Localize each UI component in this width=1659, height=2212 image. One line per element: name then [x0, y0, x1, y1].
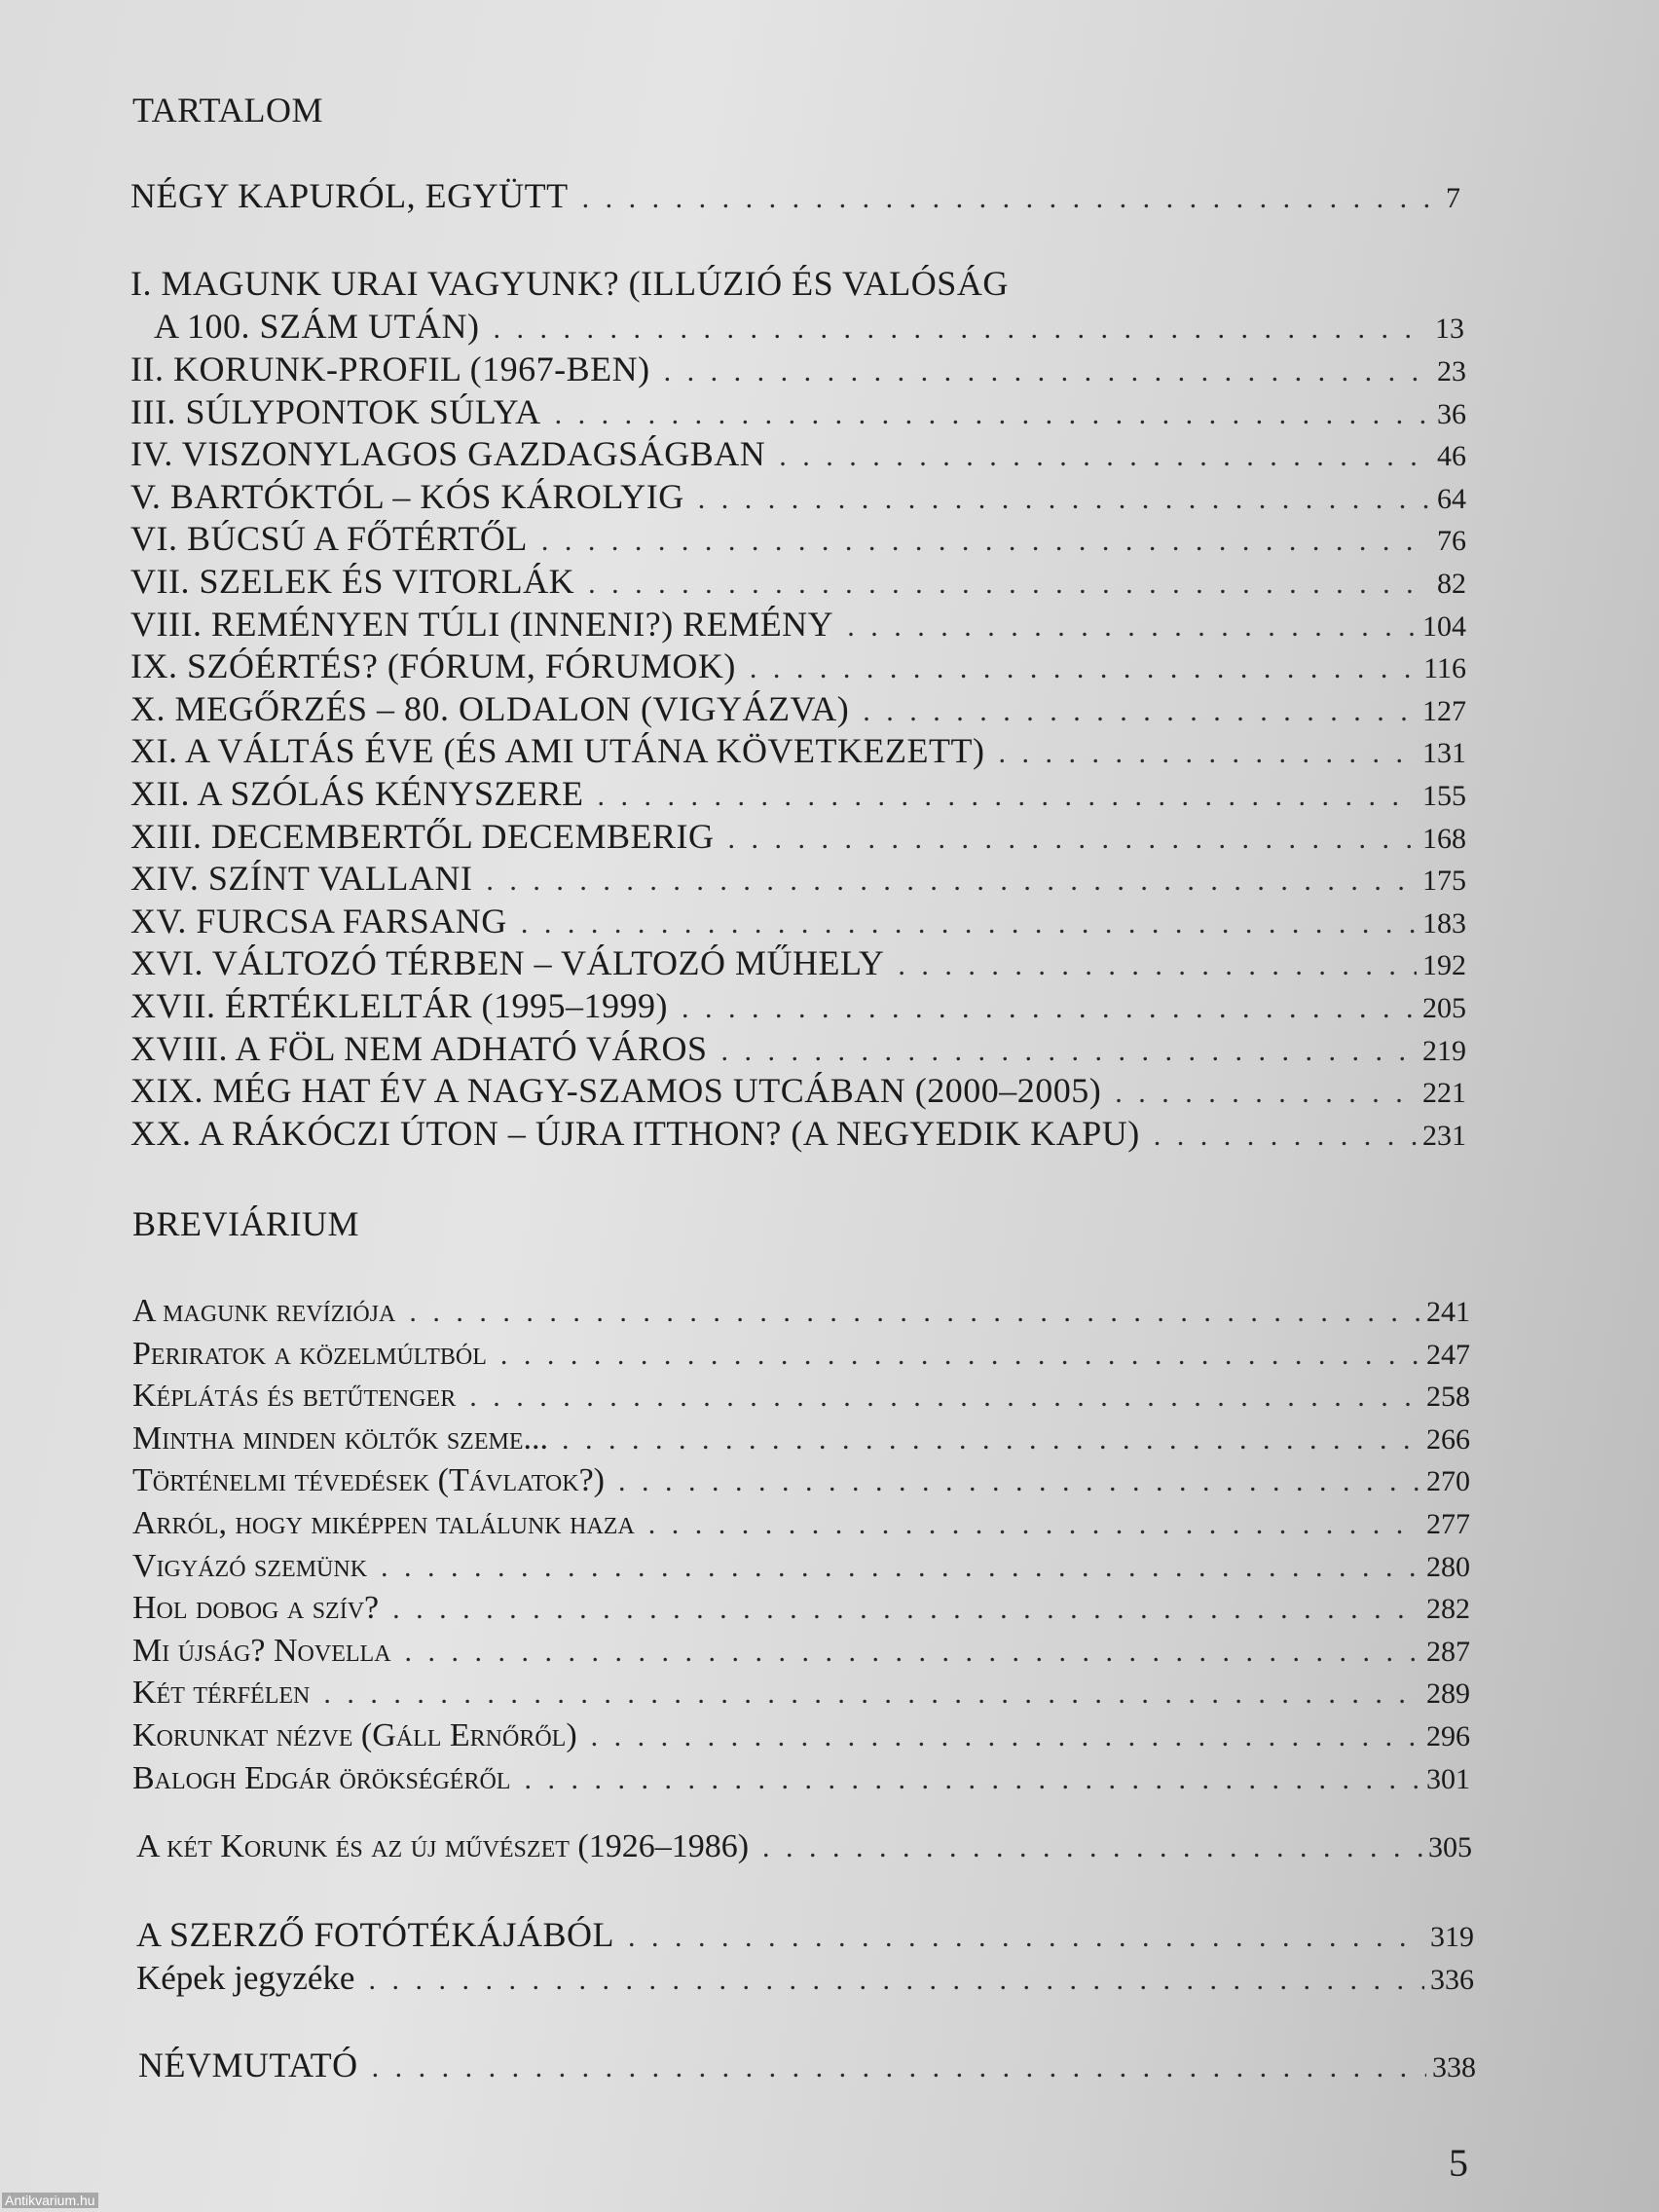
toc-entry-breviarium: [132, 1633, 1470, 1670]
entry-title: Történelmi tévedések (Távlatok?): [132, 1462, 606, 1498]
entry-page: 168: [1422, 823, 1466, 855]
entry-title: XI. A VÁLTÁS ÉVE (ÉS AMI UTÁNA KÖVETKEZETT): [130, 731, 985, 770]
page-number: 5: [1449, 2141, 1468, 2185]
entry-page: 131: [1422, 737, 1466, 769]
leader-dots: [863, 695, 1417, 728]
toc-entry-chapter: [154, 306, 1464, 347]
leader-dots: [368, 1964, 1424, 1997]
entry-title: Képek jegyzéke: [136, 1959, 355, 1997]
entry-page: 277: [1426, 1508, 1470, 1540]
toc-entry-breviarium: [132, 1336, 1470, 1373]
leader-dots: [562, 1423, 1420, 1456]
leader-dots: [555, 398, 1431, 431]
toc-entry-chapter: [130, 433, 1466, 474]
leader-dots: [582, 182, 1440, 215]
entry-page: 127: [1422, 695, 1466, 727]
entry-page: 280: [1426, 1551, 1470, 1583]
entry-page: 296: [1426, 1720, 1470, 1752]
entry-title: IV. VISZONYLAGOS GAZDAGSÁGBAN: [130, 434, 766, 473]
toc-entry-chapter: [130, 349, 1466, 389]
entry-title: XVI. VÁLTOZÓ TÉRBEN – VÁLTOZÓ MŰHELY: [130, 943, 885, 982]
toc-entry-chapter: [130, 901, 1466, 941]
entry-page: 36: [1437, 398, 1466, 430]
toc-entry-breviarium: [132, 1420, 1470, 1457]
leader-dots: [727, 823, 1417, 856]
toc-entry-chapter: [130, 476, 1466, 517]
toc-entry-intro: [130, 175, 1460, 216]
leader-dots: [598, 780, 1417, 813]
toc-entry-nevmutato: [138, 2045, 1476, 2085]
entry-page: 23: [1437, 355, 1466, 387]
entry-title: Arról, hogy miképpen találunk haza: [132, 1505, 635, 1541]
entry-page: 270: [1426, 1465, 1470, 1497]
leader-dots: [405, 1636, 1420, 1669]
toc-entry-chapter: [130, 561, 1466, 602]
toc-entry-chapter: [130, 816, 1466, 857]
entry-title: XVII. ÉRTÉKLELTÁR (1995–1999): [130, 986, 668, 1025]
toc-entry-breviarium: [132, 1760, 1470, 1797]
entry-title: A SZERZŐ FOTÓTÉKÁJÁBÓL: [136, 1915, 615, 1954]
entry-page: 219: [1422, 1035, 1466, 1067]
entry-page: 287: [1426, 1636, 1470, 1668]
entry-title: XIX. MÉG HAT ÉV A NAGY-SZAMOS UTCÁBAN (2000–2005): [130, 1071, 1102, 1110]
entry-title: A 100. SZÁM UTÁN): [154, 307, 480, 346]
toc-entry-chapter: [130, 518, 1466, 559]
leader-dots: [721, 1035, 1417, 1068]
entry-page: 64: [1437, 483, 1466, 515]
entry-title: Periratok a közelmúltból: [132, 1336, 487, 1372]
entry-page: 301: [1426, 1763, 1470, 1795]
entry-title: III. SÚLYPONTOK SÚLYA: [130, 392, 541, 431]
entry-page: 241: [1426, 1296, 1470, 1328]
toc-entry-chapter: [130, 1113, 1466, 1154]
leader-dots: [500, 1339, 1420, 1372]
entry-page: 104: [1422, 610, 1466, 643]
entry-title: V. BARTÓKTÓL – KÓS KÁROLYIG: [130, 477, 684, 516]
leader-dots: [1115, 1077, 1417, 1110]
toc-heading: TARTALOM: [132, 91, 324, 129]
toc-entry-chapter: [130, 1070, 1466, 1111]
entry-page: 305: [1428, 1831, 1472, 1863]
toc-entry-chapter: [130, 645, 1466, 686]
entry-title: VII. SZELEK ÉS VITORLÁK: [130, 562, 575, 601]
entry-page: 338: [1432, 2051, 1476, 2083]
entry-page: 282: [1426, 1593, 1470, 1625]
leader-dots: [591, 1720, 1420, 1753]
entry-page: 258: [1426, 1381, 1470, 1413]
toc-entry-fototeka: [136, 1914, 1474, 1955]
toc-entry-chapter: [130, 391, 1466, 432]
leader-dots: [372, 2051, 1426, 2084]
leader-dots: [998, 737, 1417, 770]
entry-page: 221: [1422, 1077, 1466, 1109]
leader-dots: [381, 1551, 1420, 1584]
entry-page: 192: [1422, 949, 1466, 981]
leader-dots: [618, 1465, 1420, 1498]
entry-page: 46: [1437, 440, 1466, 472]
entry-title: NÉGY KAPURÓL, EGYÜTT: [130, 176, 569, 215]
toc-entry-breviarium: [132, 1717, 1470, 1754]
leader-dots: [648, 1508, 1420, 1541]
leader-dots: [628, 1921, 1424, 1954]
leader-dots: [524, 1763, 1420, 1796]
entry-title: Hol dobog a szív?: [132, 1590, 380, 1626]
leader-dots: [898, 949, 1417, 982]
leader-dots: [750, 652, 1418, 685]
entry-title: NÉVMUTATÓ: [138, 2046, 358, 2084]
leader-dots: [698, 483, 1431, 516]
entry-page: 183: [1422, 907, 1466, 940]
leader-dots: [682, 992, 1417, 1025]
leader-dots: [486, 865, 1417, 898]
entry-title: A két Korunk és az új művészet (1926–1986): [136, 1828, 750, 1864]
entry-title: II. KORUNK-PROFIL (1967-BEN): [130, 350, 650, 388]
entry-title: Két térfélen: [132, 1675, 311, 1711]
toc-entry-breviarium: [132, 1462, 1470, 1499]
toc-entry-chapter: [130, 1028, 1466, 1069]
toc-entry-kepek: [136, 1959, 1474, 1998]
entry-title: XX. A RÁKÓCZI ÚTON – ÚJRA ITTHON? (A NEGYEDIK KAPU): [130, 1114, 1140, 1153]
leader-dots: [409, 1296, 1420, 1329]
toc-entry-chapter: [130, 730, 1466, 771]
entry-page: 155: [1422, 780, 1466, 812]
toc-entry-chapter: [130, 985, 1466, 1026]
toc-entry-chapter: [130, 942, 1466, 983]
toc-entry-breviarium: [132, 1378, 1470, 1415]
entry-title: XVIII. A FÖL NEM ADHATÓ VÁROS: [130, 1029, 708, 1068]
entry-title: Balogh Edgár örökségéről: [132, 1760, 511, 1796]
toc-entry-breviarium-extra: [136, 1828, 1472, 1865]
entry-page: 266: [1426, 1423, 1470, 1456]
leader-dots: [664, 355, 1431, 388]
toc-entry-chapter: [130, 604, 1466, 645]
watermark: Antikvarium.hu: [2, 2193, 98, 2208]
entry-title: IX. SZÓÉRTÉS? (FÓRUM, FÓRUMOK): [130, 646, 736, 685]
leader-dots: [1154, 1120, 1417, 1153]
entry-title: XIII. DECEMBERTŐL DECEMBERIG: [130, 817, 715, 856]
entry-page: 13: [1435, 313, 1464, 345]
entry-page: 319: [1430, 1921, 1474, 1953]
entry-title: X. MEGŐRZÉS – 80. OLDALON (VIGYÁZVA): [130, 689, 850, 728]
entry-page: 76: [1437, 525, 1466, 557]
entry-page: 7: [1446, 182, 1460, 214]
entry-title: Mi újság? Novella: [132, 1633, 391, 1669]
entry-title: XV. FURCSA FARSANG: [130, 902, 507, 940]
toc-entry-breviarium: [132, 1675, 1470, 1712]
leader-dots: [392, 1593, 1420, 1626]
entry-title: Mintha minden költők szeme...: [132, 1420, 548, 1456]
entry-title: XIV. SZÍNT VALLANI: [130, 859, 473, 898]
leader-dots: [779, 440, 1431, 473]
toc-entry-breviarium: [132, 1590, 1470, 1627]
leader-dots: [469, 1381, 1420, 1414]
entry-title: VI. BÚCSÚ A FŐTÉRTŐL: [130, 519, 528, 558]
leader-dots: [762, 1831, 1422, 1864]
entry-title: Korunkat nézve (Gáll Ernőről): [132, 1717, 577, 1753]
entry-page: 82: [1437, 568, 1466, 600]
chapter-title-line1: I. MAGUNK URAI VAGYUNK? (ILLÚZIÓ ÉS VALÓSÁG: [130, 264, 1009, 303]
entry-title: Vigyázó szemünk: [132, 1548, 368, 1584]
leader-dots: [494, 313, 1429, 346]
entry-title: A magunk revíziója: [132, 1293, 396, 1329]
toc-entry-breviarium: [132, 1293, 1470, 1330]
toc-entry-breviarium: [132, 1505, 1470, 1542]
toc-entry-chapter: [130, 688, 1466, 729]
leader-dots: [588, 568, 1431, 601]
entry-page: 247: [1426, 1339, 1470, 1371]
leader-dots: [541, 525, 1431, 558]
entry-page: 205: [1422, 992, 1466, 1024]
entry-page: 116: [1423, 652, 1466, 684]
entry-title: VIII. REMÉNYEN TÚLI (INNENI?) REMÉNY: [130, 605, 834, 644]
leader-dots: [847, 610, 1417, 644]
entry-title: Képlátás és betűtenger: [132, 1378, 457, 1414]
breviarium-heading: BREVIÁRIUM: [132, 1204, 360, 1243]
toc-entry-breviarium: [132, 1548, 1470, 1585]
toc-entry-chapter: [130, 858, 1466, 899]
entry-title: XII. A SZÓLÁS KÉNYSZERE: [130, 774, 584, 813]
entry-page: 175: [1422, 865, 1466, 897]
entry-page: 289: [1426, 1677, 1470, 1710]
leader-dots: [323, 1677, 1420, 1711]
entry-page: 231: [1422, 1120, 1466, 1152]
toc-entry-chapter: [130, 773, 1466, 814]
entry-page: 336: [1430, 1964, 1474, 1996]
leader-dots: [521, 907, 1417, 940]
